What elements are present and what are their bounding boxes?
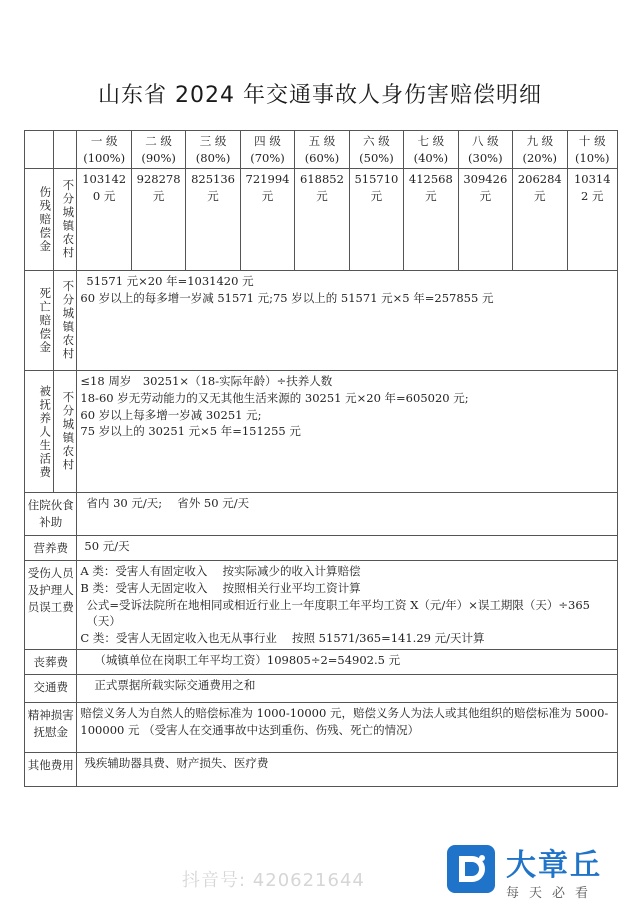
lost-work-line: 公式=受诉法院所在地相同或相近行业上一年度职工年平均工资 X（元/年）×误工期限（天）÷365（天） [86,597,590,629]
grade-header: 三 级 (80%) [186,131,240,169]
dependent-line: 60 岁以上每多增一岁减 30251 元; [80,407,262,422]
grade-amount: 412568 元 [404,169,458,271]
brand-slogan: 每天必看 [506,886,599,901]
other-row [25,753,618,787]
lost-work-category: 受伤人员及护理人员误工费 [25,561,77,649]
death-line: 51571 元×20 年=1031420 元 [86,274,254,289]
mental-row [25,703,618,753]
dependent-line: 18-60 岁无劳动能力的又无其他生活来源的 30251 元×20 年=605020 元; [80,391,469,406]
brand-watermark [506,840,602,901]
grade-header: 二 级 (90%) [131,131,185,169]
dependent-scope: 不分城镇农村 [54,371,77,493]
mental-category: 精神损害抚慰金 [25,703,77,753]
disability-scope: 不分城镇农村 [54,169,77,271]
grade-header: 十 级 (10%) [567,131,618,169]
header-blank-1 [25,131,54,169]
death-content [77,271,618,371]
funeral-category: 丧葬费 [25,649,77,675]
grade-header: 五 级 (60%) [295,131,349,169]
grade-header: 九 级 (20%) [513,131,567,169]
hospital-food-content: 省内 30 元/天; 省外 50 元/天 [77,493,618,535]
death-category: 死亡赔偿金 [25,271,54,371]
funeral-row [25,649,618,675]
nutrition-content: 50 元/天 [77,535,618,561]
grade-header: 一 级 (100%) [77,131,131,169]
grade-amount: 103142 元 [567,169,618,271]
disability-category: 伤残赔偿金 [25,169,54,271]
d-logo-icon [446,844,496,894]
grade-amount: 515710 元 [349,169,403,271]
dependent-line: 75 岁以上的 30251 元×5 年=151255 元 [80,424,301,439]
death-row [25,271,618,371]
grade-header: 七 级 (40%) [404,131,458,169]
grade-amount: 206284 元 [513,169,567,271]
grade-amount: 721994 元 [240,169,294,271]
grade-amount: 309426 元 [458,169,512,271]
brand-name: 大章丘 [506,848,602,883]
other-content: 残疾辅助器具费、财产损失、医疗费 [77,753,618,787]
lost-work-line: A 类：受害人有固定收入 按实际减少的收入计算赔偿 [80,564,361,579]
other-category: 其他费用 [25,753,77,787]
lost-work-line: B 类：受害人无固定收入 按照相关行业平均工资计算 [80,581,361,596]
transport-content: 正式票据所载实际交通费用之和 [77,675,618,703]
transport-row [25,675,618,703]
grade-header: 四 级 (70%) [240,131,294,169]
page-title: 山东省 2024 年交通事故人身伤害赔偿明细 [98,83,542,108]
hospital-food-row [25,493,618,535]
nutrition-category: 营养费 [25,535,77,561]
death-scope: 不分城镇农村 [54,271,77,371]
grade-amount: 1031420 元 [77,169,131,271]
lost-work-content [77,561,618,649]
dependent-category: 被抚养人生活费 [25,371,54,493]
disability-row [25,169,618,271]
dependent-row [25,371,618,493]
grade-amount: 825136 元 [186,169,240,271]
funeral-content: （城镇单位在岗职工年平均工资）109805÷2=54902.5 元 [77,649,618,675]
nutrition-row [25,535,618,561]
grade-amount: 928278 元 [131,169,185,271]
grade-header: 六 级 (50%) [349,131,403,169]
grade-header: 八 级 (30%) [458,131,512,169]
hospital-food-category: 住院伙食补助 [25,493,77,535]
lost-work-line: C 类：受害人无固定收入也无从事行业 按照 51571/365=141.29 元/天计算 [80,631,485,646]
compensation-table [24,130,618,787]
grade-amount: 618852 元 [295,169,349,271]
header-blank-2 [54,131,77,169]
lost-work-row [25,561,618,649]
transport-category: 交通费 [25,675,77,703]
dependent-content [77,371,618,493]
dependent-line: ≤18 周岁 30251×（18-实际年龄）÷扶养人数 [80,374,333,389]
mental-content: 赔偿义务人为自然人的赔偿标准为 1000-10000 元，赔偿义务人为法人或其他组织的赔偿标准为 5000-100000 元 （受害人在交通事故中达到重伤、伤残、死亡的情况） [77,703,618,753]
douyin-watermark: 抖音号: 420621644 [182,870,365,891]
death-line: 60 岁以上的每多增一岁减 51571 元;75 岁以上的 51571 元×5 年=257855 元 [80,291,494,306]
grade-header-row [25,131,618,169]
